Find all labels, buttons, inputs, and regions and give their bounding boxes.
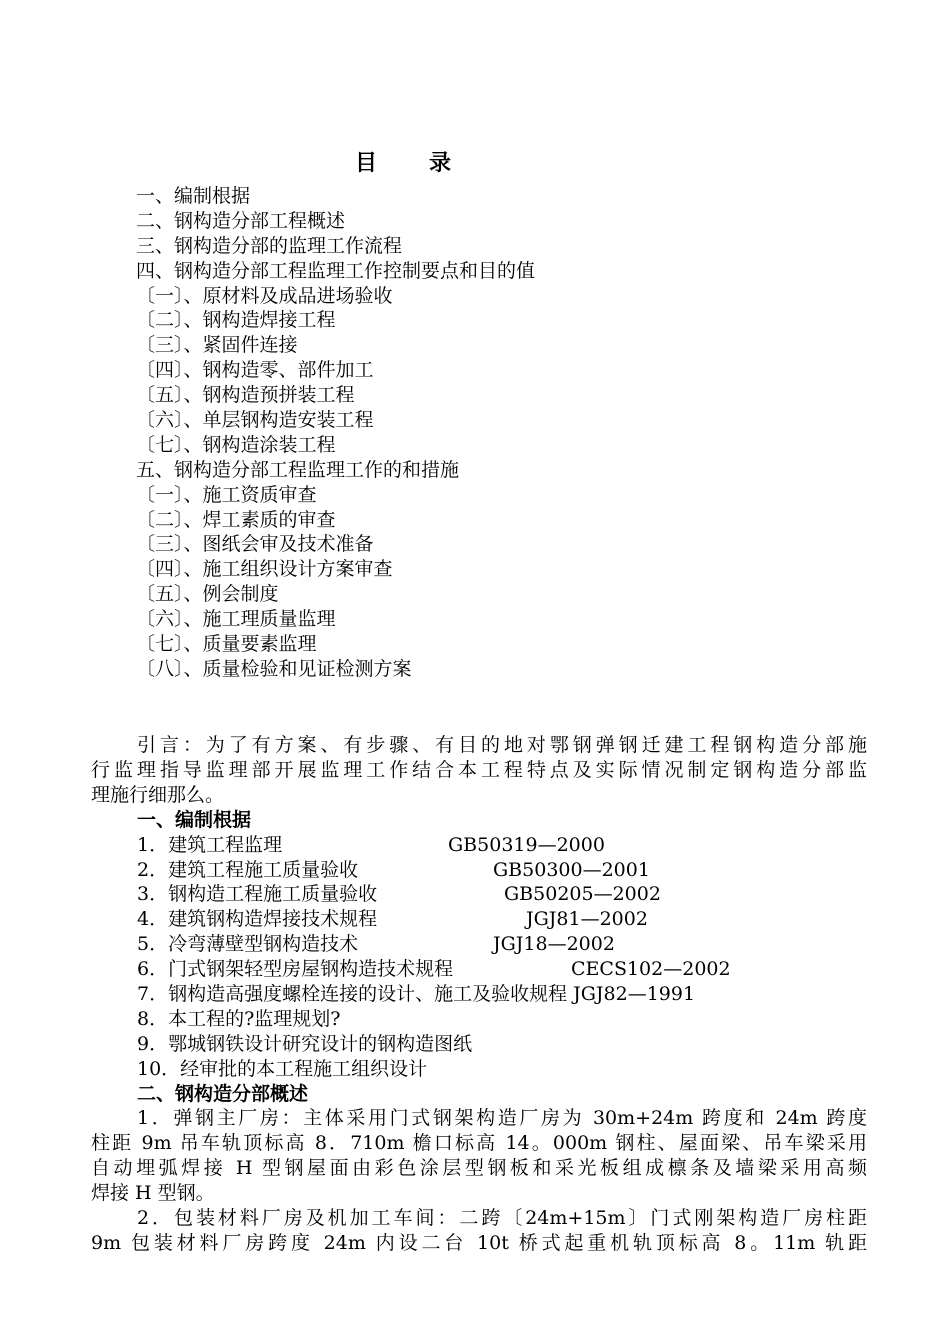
toc-item: 四、钢构造分部工程监理工作控制要点和目的值 <box>136 259 536 282</box>
toc-item: 〔二〕、钢构造焊接工程 <box>136 309 336 332</box>
reference-code: GB50205—2002 <box>504 883 661 906</box>
toc-item: 〔一〕、原材料及成品进场验收 <box>136 284 393 307</box>
toc-item: 〔一〕、施工资质审查 <box>136 483 317 506</box>
reference-row <box>91 957 867 982</box>
intro-line: 理施行细那么。 <box>91 783 225 806</box>
toc-item: 〔五〕、例会制度 <box>136 583 279 606</box>
reference-title: 2．建筑工程施工质量验收 <box>137 858 359 881</box>
intro-line: 引言：为了有方案、有步骤、有目的地对鄂钢弹钢迁建工程钢构造分部施 <box>137 734 867 756</box>
toc-item: 〔六〕、施工理质量监理 <box>136 608 336 631</box>
reference-row <box>91 1032 867 1057</box>
section-heading: 二、钢构造分部概述 <box>137 1082 309 1105</box>
overview-line: 9m 包装材料厂房跨度 24m 内设二台 10t 桥式起重机轨顶标高 8。11m 轨距 <box>91 1231 867 1254</box>
reference-code: GB50319—2000 <box>448 833 605 856</box>
reference-title: 8．本工程的?监理规划? <box>137 1007 341 1030</box>
toc-item: 二、钢构造分部工程概述 <box>136 209 346 232</box>
reference-title: 9．鄂城钢铁设计研究设计的钢构造图纸 <box>137 1032 473 1055</box>
reference-code: JGJ18—2002 <box>493 933 615 956</box>
toc-item: 〔六〕、单层钢构造安装工程 <box>136 409 374 432</box>
reference-title: 6．门式钢架轻型房屋钢构造技术规程 <box>137 958 454 981</box>
reference-code: JGJ81—2002 <box>526 908 648 931</box>
intro-paragraph <box>91 733 867 808</box>
document-body <box>91 733 867 1256</box>
reference-code: CECS102—2002 <box>571 958 731 981</box>
toc-item: 一、编制根据 <box>136 185 251 207</box>
reference-title: 1．建筑工程监理 <box>137 833 283 856</box>
reference-row <box>91 882 867 907</box>
overview-paragraph <box>91 1106 867 1206</box>
reference-row <box>91 982 867 1007</box>
toc-item: 〔七〕、质量要素监理 <box>136 633 317 656</box>
toc-item: 〔二〕、焊工素质的审查 <box>136 508 336 531</box>
reference-title: 3．钢构造工程施工质量验收 <box>137 883 378 906</box>
toc-item: 〔三〕、图纸会审及技术准备 <box>136 533 374 556</box>
toc-item: 〔五〕、钢构造预拼装工程 <box>136 384 355 407</box>
reference-row <box>91 907 867 932</box>
reference-row <box>91 1057 867 1082</box>
reference-row <box>91 1007 867 1032</box>
reference-code: GB50300—2001 <box>493 858 650 881</box>
toc-item: 五、钢构造分部工程监理工作的和措施 <box>136 458 460 481</box>
reference-row <box>91 858 867 883</box>
overview-paragraph <box>91 1206 867 1256</box>
toc-list <box>136 184 535 682</box>
reference-title: 5．冷弯薄壁型钢构造技术 <box>137 933 359 956</box>
section-heading: 一、编制根据 <box>137 808 252 831</box>
overview-line: 焊接 H 型钢。 <box>91 1182 215 1205</box>
reference-title: 10．经审批的本工程施工组织设计 <box>137 1057 428 1080</box>
overview-line: 2．包装材料厂房及机加工车间：二跨〔24m+15m〕门式刚架构造厂房柱距 <box>137 1207 867 1230</box>
reference-row <box>91 833 867 858</box>
overview-line: 1．弹钢主厂房：主体采用门式钢架构造厂房为 30m+24m 跨度和 24m 跨度 <box>137 1107 867 1130</box>
toc-title-right: 录 <box>429 150 452 176</box>
intro-line: 行监理指导监理部开展监理工作结合本工程特点及实际情况制定钢构造分部监 <box>91 758 867 781</box>
reference-title: 7．钢构造高强度螺栓连接的设计、施工及验收规程 JGJ82—1991 <box>137 982 696 1005</box>
toc-title <box>0 146 806 177</box>
toc-item: 〔八〕、质量检验和见证检测方案 <box>136 657 412 680</box>
toc-item: 〔七〕、钢构造涂装工程 <box>136 433 336 456</box>
reference-list <box>91 833 867 1082</box>
toc-item: 〔四〕、钢构造零、部件加工 <box>136 359 374 382</box>
reference-row <box>91 932 867 957</box>
toc-item: 三、钢构造分部的监理工作流程 <box>136 234 403 257</box>
toc-item: 〔四〕、施工组织设计方案审查 <box>136 558 393 581</box>
toc-item: 〔三〕、紧固件连接 <box>136 334 298 357</box>
overview-line: 柱距 9m 吊车轨顶标高 8．710m 檐口标高 14。000m 钢柱、屋面梁、吊车梁采用 <box>91 1132 867 1155</box>
reference-title: 4．建筑钢构造焊接技术规程 <box>137 908 378 931</box>
overview-line: 自动埋弧焊接 H 型钢屋面由彩色涂层型钢板和采光板组成檩条及墙梁采用高频 <box>91 1157 867 1180</box>
toc-title-left: 目 <box>354 150 377 176</box>
